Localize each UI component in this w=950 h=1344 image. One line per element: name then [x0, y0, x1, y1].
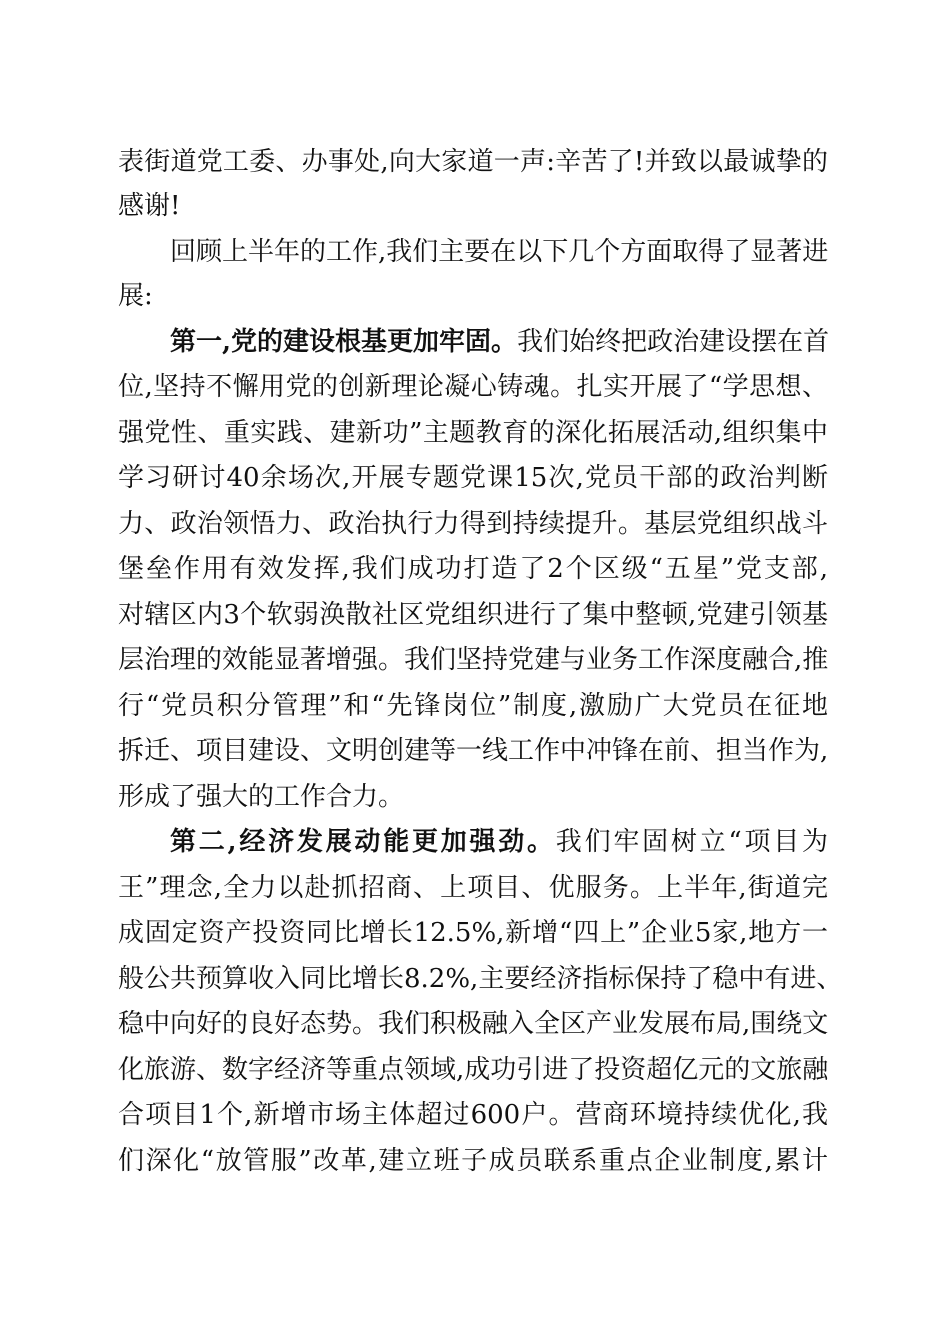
section-heading-economic-development: 第二,经济发展动能更加强劲。 [170, 827, 556, 857]
paragraph-3-line-8: 层治理的效能显著增强。我们坚持党建与业务工作深度融合,推 [118, 645, 829, 675]
paragraph-3-line-1 [170, 321, 828, 363]
paragraph-1-line-2: 感谢! [118, 191, 181, 221]
paragraph-3-line-11: 形成了强大的工作合力。 [118, 782, 405, 812]
paragraph-1-line-1: 表街道党工委、办事处,向大家道一声:辛苦了!并致以最诚挚的 [118, 147, 828, 177]
paragraph-2-line-1: 回顾上半年的工作,我们主要在以下几个方面取得了显著进 [170, 237, 829, 267]
paragraph-4-line-5: 稳中向好的良好态势。我们积极融入全区产业发展布局,围绕文 [118, 1009, 829, 1039]
paragraph-3-line-6: 堡垒作用有效发挥,我们成功打造了2个区级“五星”党支部, [118, 554, 828, 584]
paragraph-3-line-3: 强党性、重实践、建新功”主题教育的深化拓展活动,组织集中 [118, 418, 828, 448]
paragraph-3-line-1-text: 我们始终把政治建设摆在首 [517, 327, 830, 357]
paragraph-3-line-2: 位,坚持不懈用党的创新理论凝心铸魂。扎实开展了“学思想、 [118, 372, 828, 402]
section-heading-party-building: 第一,党的建设根基更加牢固。 [170, 327, 518, 357]
paragraph-4-line-1 [170, 821, 828, 863]
paragraph-4-line-1-text: 我们牢固树立“项目为 [555, 827, 828, 857]
paragraph-3-line-10: 拆迁、项目建设、文明创建等一线工作中冲锋在前、担当作为, [118, 736, 829, 766]
paragraph-4-line-4: 般公共预算收入同比增长8.2%,主要经济指标保持了稳中有进、 [118, 964, 843, 994]
paragraph-4-line-6: 化旅游、数字经济等重点领域,成功引进了投资超亿元的文旅融 [118, 1055, 829, 1085]
paragraph-4-line-3: 成固定资产投资同比增长12.5%,新增“四上”企业5家,地方一 [118, 918, 828, 948]
paragraph-4-line-7: 合项目1个,新增市场主体超过600户。营商环境持续优化,我 [118, 1100, 828, 1130]
paragraph-3-line-9: 行“党员积分管理”和“先锋岗位”制度,激励广大党员在征地 [118, 691, 828, 721]
paragraph-3-line-4: 学习研讨40余场次,开展专题党课15次,党员干部的政治判断 [118, 463, 828, 493]
paragraph-4-line-8: 们深化“放管服”改革,建立班子成员联系重点企业制度,累计 [118, 1146, 828, 1176]
paragraph-2-line-2: 展: [118, 281, 153, 311]
paragraph-3-line-5: 力、政治领悟力、政治执行力得到持续提升。基层党组织战斗 [118, 509, 828, 539]
paragraph-4-line-2: 王”理念,全力以赴抓招商、上项目、优服务。上半年,街道完 [118, 873, 828, 903]
paragraph-3-line-7: 对辖区内3个软弱涣散社区党组织进行了集中整顿,党建引领基 [118, 600, 828, 630]
